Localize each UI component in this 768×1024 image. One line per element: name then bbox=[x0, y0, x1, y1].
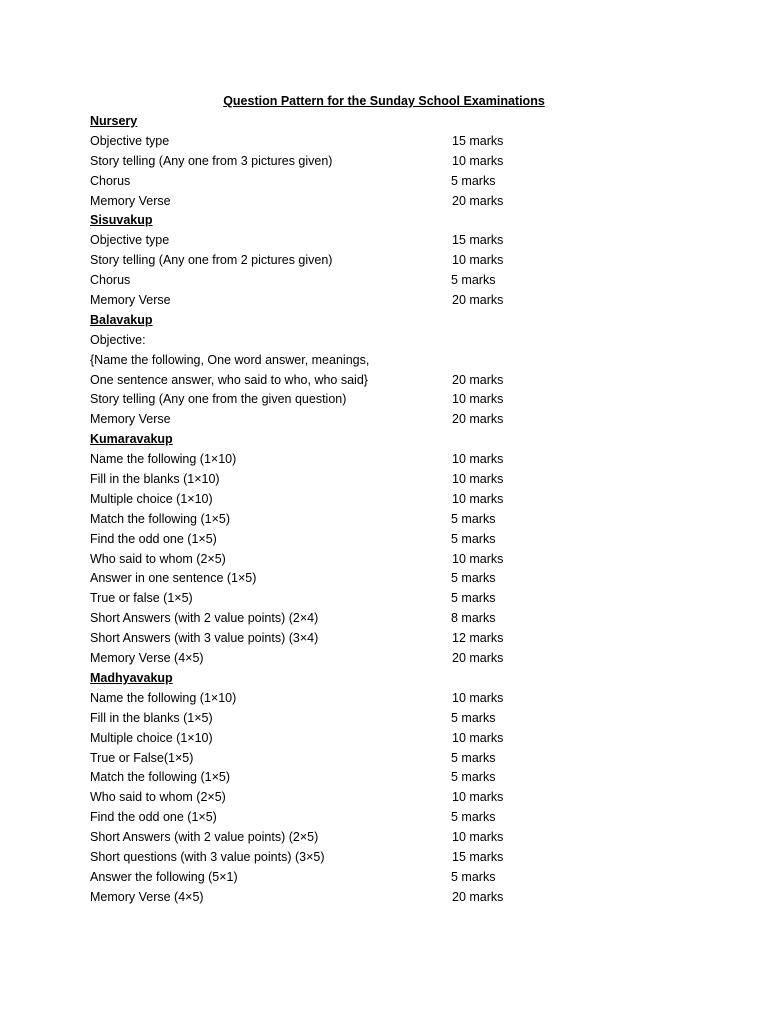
question-description: Match the following (1×5) bbox=[90, 770, 231, 785]
question-description: {Name the following, One word answer, meanings, bbox=[90, 352, 370, 367]
question-row bbox=[90, 470, 530, 490]
question-row bbox=[90, 808, 530, 828]
section-heading bbox=[90, 112, 530, 132]
marks-value: 10 marks bbox=[452, 153, 504, 168]
marks-value: 20 marks bbox=[452, 293, 504, 308]
question-row bbox=[90, 788, 530, 808]
marks-value: 10 marks bbox=[452, 452, 504, 467]
question-description: Answer the following (5×1) bbox=[90, 869, 238, 884]
question-row bbox=[90, 709, 530, 729]
question-description: Find the odd one (1×5) bbox=[90, 810, 217, 825]
question-description: Name the following (1×10) bbox=[90, 690, 237, 705]
marks-value: 5 marks bbox=[451, 770, 496, 785]
question-description: Short questions (with 3 value points) (3×5) bbox=[90, 849, 325, 864]
question-row bbox=[90, 749, 530, 769]
question-description: One sentence answer, who said to who, who said} bbox=[90, 372, 368, 387]
section-heading bbox=[90, 311, 530, 331]
question-row bbox=[90, 390, 530, 410]
question-description: True or false (1×5) bbox=[90, 591, 193, 606]
section-heading bbox=[90, 669, 530, 689]
question-description: Who said to whom (2×5) bbox=[90, 790, 226, 805]
marks-value: 5 marks bbox=[451, 571, 496, 586]
question-description: Memory Verse bbox=[90, 293, 171, 308]
marks-value: 8 marks bbox=[451, 611, 496, 626]
section-heading-label: Nursery bbox=[90, 114, 138, 128]
question-row bbox=[90, 530, 530, 550]
question-row bbox=[90, 689, 530, 709]
question-row bbox=[90, 291, 530, 311]
question-row bbox=[90, 609, 530, 629]
question-description: Memory Verse (4×5) bbox=[90, 651, 204, 666]
marks-value: 12 marks bbox=[452, 631, 504, 646]
question-description: Chorus bbox=[90, 173, 131, 188]
marks-value: 5 marks bbox=[451, 810, 496, 825]
question-description: Chorus bbox=[90, 273, 131, 288]
marks-value: 5 marks bbox=[451, 591, 496, 606]
marks-value: 5 marks bbox=[451, 273, 496, 288]
question-description: Story telling (Any one from 2 pictures given) bbox=[90, 253, 333, 268]
marks-value: 10 marks bbox=[452, 790, 504, 805]
question-description: Story telling (Any one from 3 pictures given) bbox=[90, 153, 333, 168]
question-description: Fill in the blanks (1×10) bbox=[90, 472, 220, 487]
marks-value: 10 marks bbox=[452, 491, 504, 506]
question-description: Multiple choice (1×10) bbox=[90, 730, 213, 745]
section-heading-label: Sisuvakup bbox=[90, 213, 153, 228]
marks-value: 10 marks bbox=[452, 690, 504, 705]
marks-value: 10 marks bbox=[452, 830, 504, 845]
question-row bbox=[90, 729, 530, 749]
marks-value: 10 marks bbox=[452, 253, 504, 268]
section-heading-label: Kumaravakup bbox=[90, 432, 173, 447]
marks-value: 20 marks bbox=[452, 412, 504, 427]
document-title: Question Pattern for the Sunday School Examinations bbox=[223, 94, 545, 108]
marks-value: 10 marks bbox=[452, 392, 504, 407]
marks-value: 5 marks bbox=[451, 511, 496, 526]
question-description: Answer in one sentence (1×5) bbox=[90, 571, 257, 586]
question-description: Short Answers (with 3 value points) (3×4) bbox=[90, 631, 319, 646]
question-description: Short Answers (with 2 value points) (2×4) bbox=[90, 611, 319, 626]
question-pattern-list bbox=[90, 112, 530, 908]
question-row bbox=[90, 371, 530, 391]
marks-value: 5 marks bbox=[451, 750, 496, 765]
marks-value: 10 marks bbox=[452, 730, 504, 745]
question-row bbox=[90, 331, 530, 351]
question-description: Find the odd one (1×5) bbox=[90, 531, 217, 546]
question-row bbox=[90, 649, 530, 669]
marks-value: 10 marks bbox=[452, 551, 504, 566]
question-description: Memory Verse bbox=[90, 412, 171, 427]
question-row bbox=[90, 868, 530, 888]
question-description: Memory Verse bbox=[90, 193, 171, 208]
question-description: Name the following (1×10) bbox=[90, 452, 237, 467]
question-row bbox=[90, 768, 530, 788]
question-row bbox=[90, 231, 530, 251]
question-description: Match the following (1×5) bbox=[90, 511, 231, 526]
question-row bbox=[90, 172, 530, 192]
question-row bbox=[90, 629, 530, 649]
marks-value: 15 marks bbox=[452, 849, 504, 864]
marks-value: 5 marks bbox=[451, 869, 496, 884]
question-row bbox=[90, 888, 530, 908]
marks-value: 15 marks bbox=[452, 233, 504, 248]
marks-value: 20 marks bbox=[452, 889, 504, 904]
question-row bbox=[90, 351, 530, 371]
section-heading bbox=[90, 211, 530, 231]
question-description: Who said to whom (2×5) bbox=[90, 551, 226, 566]
marks-value: 20 marks bbox=[452, 651, 504, 666]
question-row bbox=[90, 510, 530, 530]
section-heading-label: Balavakup bbox=[90, 312, 153, 327]
marks-value: 5 marks bbox=[451, 173, 496, 188]
question-row bbox=[90, 271, 530, 291]
question-description: True or False(1×5) bbox=[90, 750, 194, 765]
question-description: Objective: bbox=[90, 332, 146, 347]
question-description: Story telling (Any one from the given question) bbox=[90, 392, 347, 407]
question-row bbox=[90, 450, 530, 470]
section-heading bbox=[90, 430, 530, 450]
question-row bbox=[90, 550, 530, 570]
marks-value: 5 marks bbox=[451, 710, 496, 725]
question-description: Objective type bbox=[90, 133, 170, 148]
question-row bbox=[90, 848, 530, 868]
marks-value: 15 marks bbox=[452, 133, 504, 148]
question-row bbox=[90, 410, 530, 430]
marks-value: 10 marks bbox=[452, 472, 504, 487]
question-description: Memory Verse (4×5) bbox=[90, 889, 204, 904]
question-row bbox=[90, 132, 530, 152]
question-row bbox=[90, 251, 530, 271]
question-description: Short Answers (with 2 value points) (2×5) bbox=[90, 830, 319, 845]
question-description: Objective type bbox=[90, 233, 170, 248]
question-row bbox=[90, 569, 530, 589]
question-row bbox=[90, 490, 530, 510]
question-row bbox=[90, 589, 530, 609]
question-description: Multiple choice (1×10) bbox=[90, 491, 213, 506]
question-row bbox=[90, 828, 530, 848]
marks-value: 5 marks bbox=[451, 531, 496, 546]
question-row bbox=[90, 152, 530, 172]
marks-value: 20 marks bbox=[452, 193, 504, 208]
question-row bbox=[90, 192, 530, 212]
marks-value: 20 marks bbox=[452, 372, 504, 387]
question-description: Fill in the blanks (1×5) bbox=[90, 710, 213, 725]
section-heading-label: Madhyavakup bbox=[90, 670, 173, 685]
